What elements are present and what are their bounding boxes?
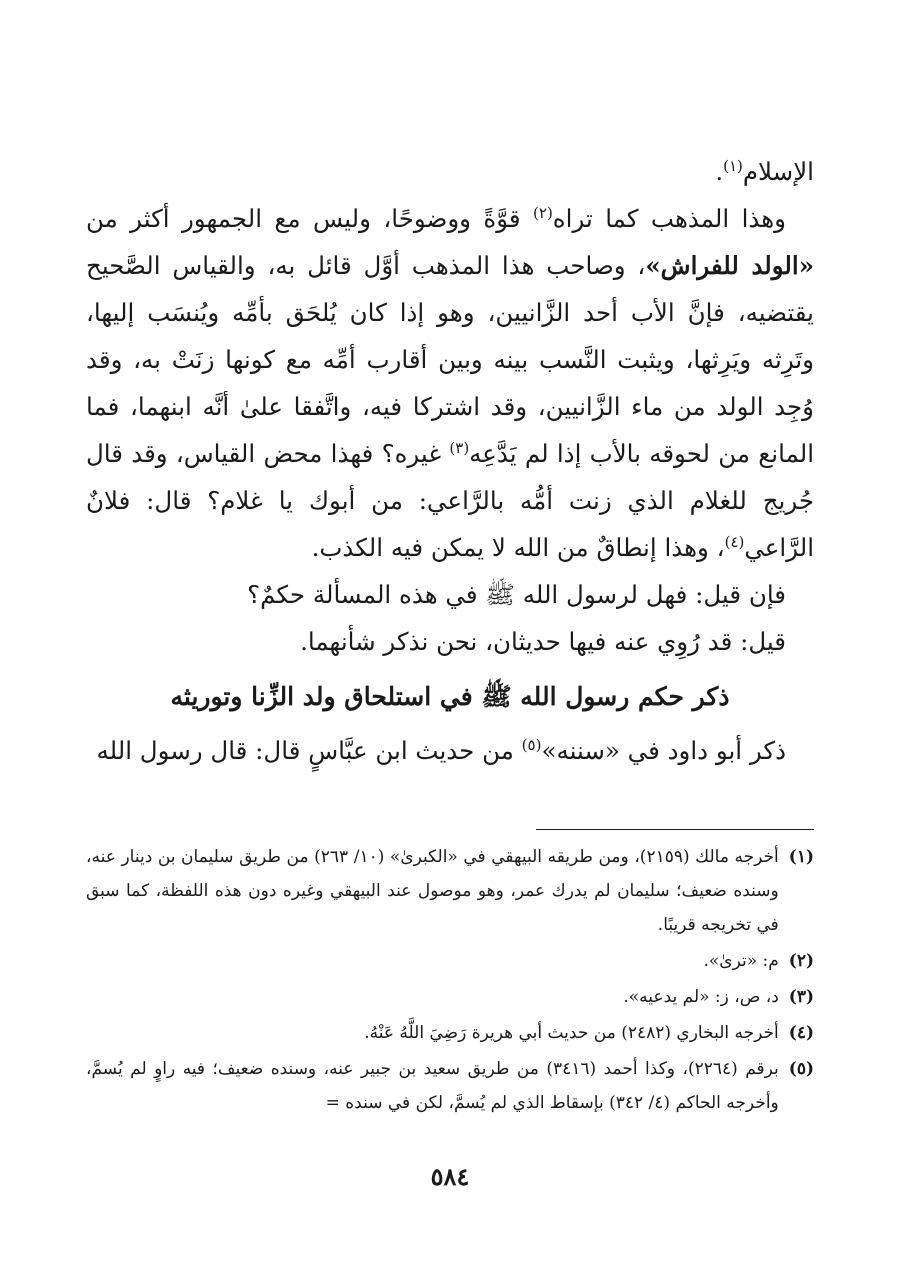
footnote-text: برقم (٢٢٦٤)، وكذا أحمد (٣٤١٦) من طريق سعيد بن جبير عنه، وسنده ضعيف؛ فيه راوٍ لم يُسمَّ، وأخرجه الحاكم (٤/ ٣٤٢) بإسقاط الذي لم يُسمَّ، لكن في سنده = (86, 1059, 779, 1113)
footnote-4 (86, 1016, 814, 1050)
paragraph-2-part-c: ، وصاحب هذا المذهب أوَّل قائل به، والقياس الصَّحيح يقتضيه، فإنَّ الأب أحد الزَّانيين، وهو إذا كان يُلحَق بأمِّه ويُنسَب إليها، وتَرِثه ويَرِثها، ويثبت النَّسب بينه وبين أقارب أمِّه مع كونها زنَتْ به، وقد وُجِد الولد من ماء الزَّانيين، وقد اشتركا فيه، واتَّفقا علىٰ أنَّه ابنهما، فما المانع من لحوقه بالأب إذا لم يَدَّعِه (86, 251, 815, 468)
paragraph-2 (86, 195, 814, 571)
paragraph-3: فإن قيل: فهل لرسول الله ﷺ في هذه المسألة حكمٌ؟ (247, 580, 786, 609)
paragraph-5 (86, 727, 814, 774)
paragraph-4: قيل: قد رُوِي عنه فيها حديثان، نحن نذكر شأنهما. (300, 627, 786, 656)
footnote-number: (٥) (788, 1059, 814, 1079)
footnote-2 (86, 944, 814, 978)
hadith-quote: «الولد للفراش» (645, 251, 815, 280)
paragraph-1-end: . (715, 157, 724, 186)
footnote-text: د، ص، ز: «لم يدعيه». (623, 987, 779, 1007)
paragraph-1-text: الإسلام (742, 157, 814, 186)
paragraph-2-part-b: قوَّةً ووضوحًا، وليس مع الجمهور أكثر من (86, 204, 534, 233)
paragraph-5-part-b: من حديث ابن عبَّاسٍ قال: قال رسول الله (96, 736, 522, 765)
footnote-text: أخرجه البخاري (٢٤٨٢) من حديث أبي هريرة رَضِيَ اللَّهُ عَنْهُ. (364, 1023, 779, 1043)
footnote-3 (86, 980, 814, 1014)
paragraph-2-part-d: غيره؟ فهذا محض القياس، وقد قال جُريج للغلام الذي زنت أمُّه بالرَّاعي: من أبوك يا غلام؟ قال: فلانٌ الرَّاعي (86, 439, 814, 562)
paragraph-2-part-a: وهذا المذهب كما تراه (552, 204, 786, 233)
section-heading: ذكر حكم رسول الله ﷺ في استلحاق ولد الزِّنا وتوريثه (170, 682, 730, 711)
page-number: ٥٨٤ (430, 1162, 470, 1191)
footnote-ref-3[interactable]: (٣) (449, 438, 470, 457)
paragraph-5-part-a: ذكر أبو داود في «سننه» (541, 736, 786, 765)
footnote-number: (٢) (788, 951, 814, 971)
footnote-5 (86, 1052, 814, 1120)
footnote-number: (٤) (788, 1023, 814, 1043)
paragraph-2-part-e: ، وهذا إنطاقٌ من الله لا يمكن فيه الكذب. (311, 533, 725, 562)
footnote-text: أخرجه مالك (٢١٥٩)، ومن طريقه البيهقي في «الكبرىٰ» (١٠/ ٢٦٣) من طريق سليمان بن دينار عنه، وسنده ضعيف؛ سليمان لم يدرك عمر، وهو موصول عند البيهقي وغيره دون هذه اللفظة، كما سبق في تخريجه قريبًا. (86, 847, 779, 935)
paragraph-1 (86, 148, 814, 195)
footnotes (86, 840, 814, 1122)
footnote-divider (536, 829, 814, 830)
footnote-number: (١) (788, 847, 814, 867)
footnote-1 (86, 840, 814, 942)
footnote-ref-2[interactable]: (٢) (533, 203, 553, 222)
main-text (86, 148, 814, 774)
footnote-ref-1[interactable]: (١) (723, 156, 743, 175)
footnote-text: م: «ترىٰ». (703, 951, 779, 971)
footnote-ref-4[interactable]: (٤) (724, 532, 745, 551)
footnote-ref-5[interactable]: (٥) (521, 735, 542, 754)
footnote-number: (٣) (788, 987, 814, 1007)
